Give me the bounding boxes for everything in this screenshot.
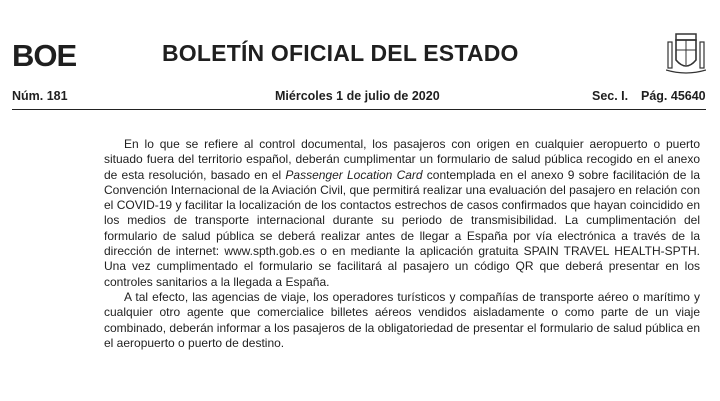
document-body: [104, 137, 700, 351]
boe-logo: BOE: [12, 38, 77, 73]
paragraph-1: En lo que se refiere al control documental, los pasajeros con origen en cualquier aeropuerto o puerto situado fuera del territorio español, deberán cumplimentar un formulario de salud pública recogido en el anexo de esta resolución, basado en el Passenger Location Card contemplada en el anexo 9 sobre facilitación de la Convención Internacional de la Aviación Civil, que permitirá realizar una evaluación del pasajero en relación con el COVID-19 y facilitar la localización de los contactos estrechos de casos confirmados que hayan coincidido en los medios de transporte internacional durante su periodo de transmisibilidad. La cumplimentación del formulario de salud pública se deberá realizar antes de llegar a España por vía electrónica a través de la dirección de internet: www.spth.gob.es o en mediante la aplicación gratuita SPAIN TRAVEL HEALTH-SPTH. Una vez cumplimentado el formulario se facilitará al pasajero un código QR que deberá presentar en los controles sanitarios a la llegada a España.: [104, 137, 701, 289]
paragraph-2: A tal efecto, las agencias de viaje, los operadores turísticos y compañías de transporte aéreo o marítimo y cualquier otro agente que comercialice billetes aéreos vendidos aisladamente o como parte de un viaje combinado, deberán informar a los pasajeros de la obligatoriedad de presentar el formulario de salud pública en el aeropuerto o puerto de destino.: [104, 289, 700, 350]
header-rule: [12, 109, 706, 110]
issue-number: Núm. 181: [12, 89, 68, 103]
page-title: BOLETÍN OFICIAL DEL ESTADO: [162, 40, 519, 66]
issue-date: Miércoles 1 de julio de 2020: [275, 89, 440, 103]
coat-of-arms-icon: [666, 32, 706, 78]
section-label: Sec. I.: [592, 89, 629, 103]
document-header: [0, 0, 720, 120]
page-number: Pág. 45640: [641, 89, 706, 103]
